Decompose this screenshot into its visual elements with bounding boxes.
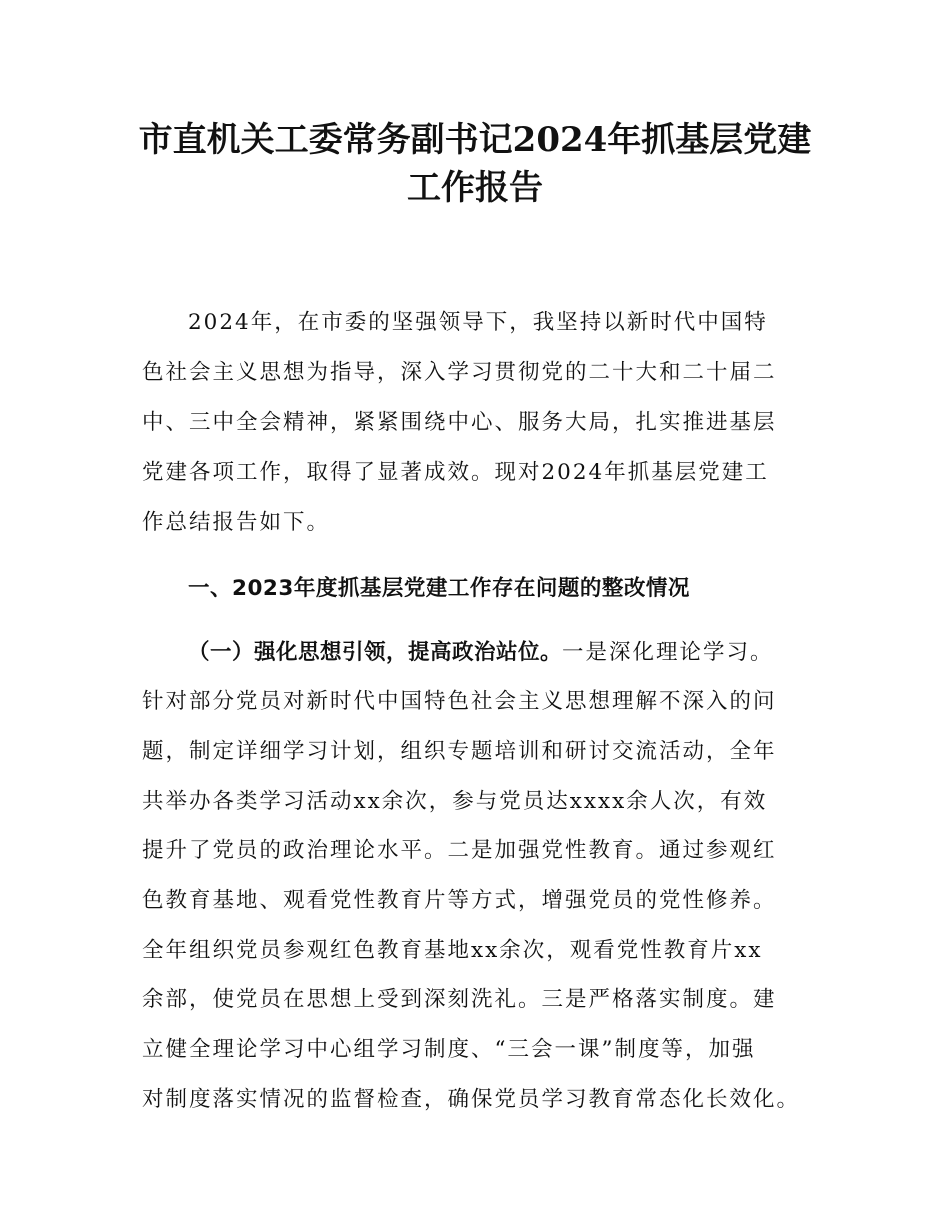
subsection-1-line: 全年组织党员参观红色教育基地xx余次，观看党性教育片xx	[142, 938, 763, 963]
subsection-1-line: 提升了党员的政治理论水平。二是加强党性教育。通过参观红	[142, 838, 777, 863]
subsection-1-first-line	[188, 638, 774, 668]
document-title-line-2: 工作报告	[407, 168, 543, 208]
subsection-1-line: 色教育基地、观看党性教育片等方式，增强党员的党性修养。	[142, 888, 777, 913]
subsection-1-line: 对制度落实情况的监督检查，确保党员学习教育常态化长效化。	[142, 1087, 801, 1112]
subsection-1-line: 针对部分党员对新时代中国特色社会主义思想理解不深入的问	[142, 689, 777, 714]
document-title-line-1: 市直机关工委常务副书记2024年抓基层党建	[138, 120, 812, 160]
intro-line-5: 作总结报告如下。	[142, 510, 331, 535]
subsection-1-line: 立健全理论学习中心组学习制度、“三会一课”制度等，加强	[142, 1037, 756, 1062]
subsection-1-line: 共举办各类学习活动xx余次，参与党员达xxxx余人次，有效	[142, 789, 768, 814]
subsection-1-line: 余部，使党员在思想上受到深刻洗礼。三是严格落实制度。建	[142, 987, 777, 1012]
intro-line-1: 2024年，在市委的坚强领导下，我坚持以新时代中国特	[188, 310, 768, 335]
subsection-1-line: 题，制定详细学习计划，组织专题培训和研讨交流活动，全年	[142, 739, 777, 764]
intro-line-2: 色社会主义思想为指导，深入学习贯彻党的二十大和二十届二	[142, 360, 777, 385]
intro-line-3: 中、三中全会精神，紧紧围绕中心、服务大局，扎实推进基层	[142, 410, 777, 435]
intro-line-4: 党建各项工作，取得了显著成效。现对2024年抓基层党建工	[142, 460, 769, 485]
subsection-1-first-line-rest: 一是深化理论学习。	[562, 640, 774, 665]
section-1-heading: 一、2023年度抓基层党建工作存在问题的整改情况	[188, 576, 690, 601]
subsection-1-heading: （一）强化思想引领，提高政治站位。	[188, 640, 563, 665]
